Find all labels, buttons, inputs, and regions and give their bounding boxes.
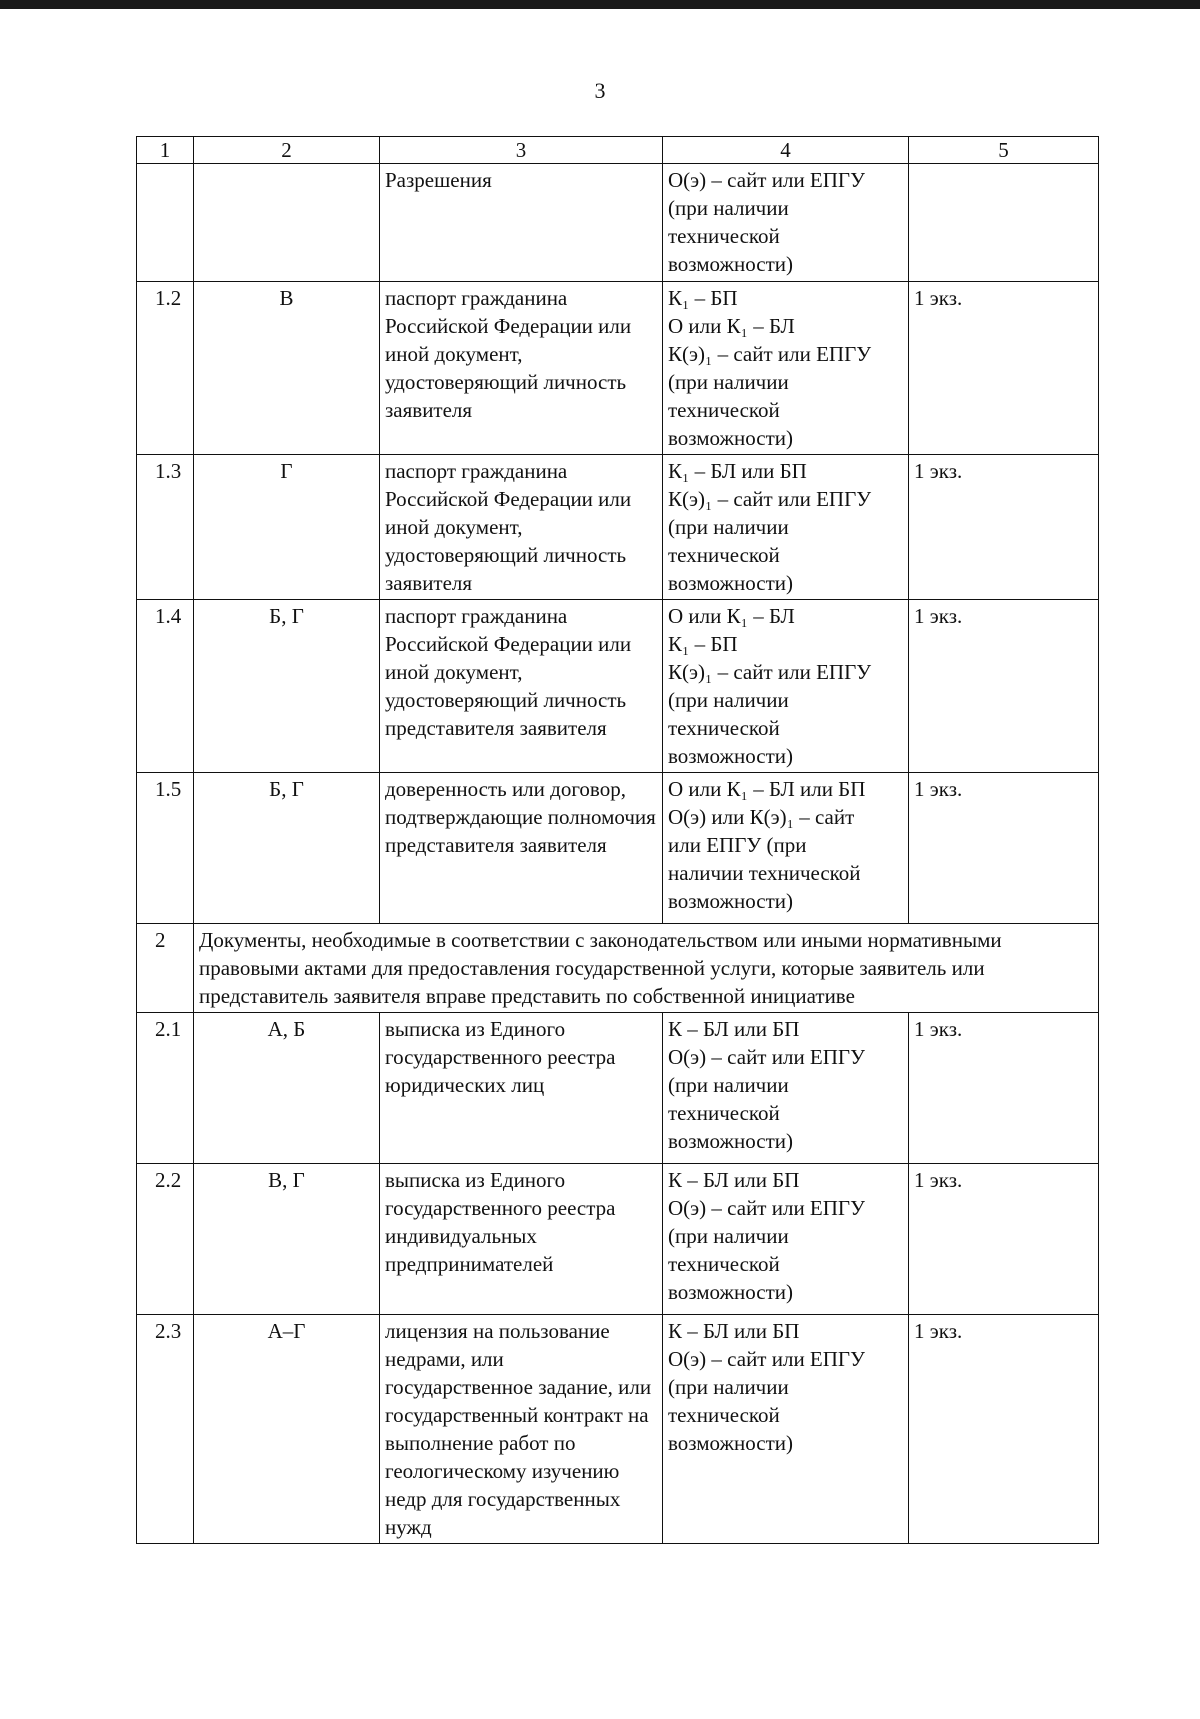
table-row (137, 164, 1099, 282)
table-row (137, 282, 1099, 455)
column-header: 4 (663, 137, 909, 164)
form-line: О(э) – сайт или ЕПГУ (668, 168, 865, 192)
document-name: лицензия на пользование недрами, или государственное задание, или государственный контракт на выполнение работ по геологическому изучению недр для государственных нужд (380, 1315, 663, 1544)
submission-form (663, 1164, 909, 1315)
documents-table (136, 136, 1099, 1544)
form-line: К(э)₁ – сайт или ЕПГУ (668, 342, 872, 366)
applicant-category (194, 164, 380, 282)
form-line: (при наличии (668, 1375, 789, 1399)
table-row (137, 1013, 1099, 1164)
scan-top-border (0, 0, 1200, 9)
row-number: 1.4 (137, 600, 194, 773)
form-line: К₁ – БП (668, 632, 738, 656)
submission-form (663, 600, 909, 773)
document-name: паспорт гражданина Российской Федерации или иной документ, удостоверяющий личность заявителя (380, 282, 663, 455)
form-line: технической (668, 1252, 780, 1276)
table-header-row (137, 137, 1099, 164)
section-number: 2 (137, 924, 194, 1013)
form-line: К₁ – БП (668, 286, 738, 310)
column-header: 5 (909, 137, 1099, 164)
applicant-category: Б, Г (194, 773, 380, 924)
row-number: 2.2 (137, 1164, 194, 1315)
column-header: 1 (137, 137, 194, 164)
form-line: возможности) (668, 1431, 794, 1455)
row-number (137, 164, 194, 282)
form-line: возможности) (668, 744, 794, 768)
copies-count: 1 экз. (909, 282, 1099, 455)
form-line: возможности) (668, 889, 794, 913)
document-name: выписка из Единого государственного реестра юридических лиц (380, 1013, 663, 1164)
form-line: К(э)₁ – сайт или ЕПГУ (668, 660, 872, 684)
form-line: О или К₁ – БЛ (668, 314, 795, 338)
form-line: О(э) – сайт или ЕПГУ (668, 1196, 865, 1220)
form-line: (при наличии (668, 196, 789, 220)
form-line: технической (668, 398, 780, 422)
document-name: паспорт гражданина Российской Федерации или иной документ, удостоверяющий личность заявителя (380, 455, 663, 600)
applicant-category: В, Г (194, 1164, 380, 1315)
form-line: О или К₁ – БЛ (668, 604, 795, 628)
document-name: выписка из Единого государственного реестра индивидуальных предпринимателей (380, 1164, 663, 1315)
form-line: технической (668, 1403, 780, 1427)
row-number: 1.3 (137, 455, 194, 600)
submission-form (663, 1013, 909, 1164)
copies-count (909, 164, 1099, 282)
form-line: К – БЛ или БП (668, 1168, 800, 1192)
form-line: (при наличии (668, 1224, 789, 1248)
form-line: возможности) (668, 426, 794, 450)
form-line: О(э) или К(э)₁ – сайт (668, 805, 855, 829)
submission-form (663, 455, 909, 600)
table-row (137, 600, 1099, 773)
table-row (137, 1315, 1099, 1544)
section-row (137, 924, 1099, 1013)
form-line: возможности) (668, 1129, 794, 1153)
applicant-category: Б, Г (194, 600, 380, 773)
submission-form (663, 1315, 909, 1544)
submission-form (663, 282, 909, 455)
copies-count: 1 экз. (909, 600, 1099, 773)
applicant-category: А–Г (194, 1315, 380, 1544)
form-line: О или К₁ – БЛ или БП (668, 777, 866, 801)
form-line: К – БЛ или БП (668, 1017, 800, 1041)
row-number: 2.3 (137, 1315, 194, 1544)
form-line: К(э)₁ – сайт или ЕПГУ (668, 487, 872, 511)
copies-count: 1 экз. (909, 773, 1099, 924)
form-line: возможности) (668, 571, 794, 595)
applicant-category: Г (194, 455, 380, 600)
submission-form (663, 773, 909, 924)
row-number: 1.2 (137, 282, 194, 455)
document-name: доверенность или договор, подтверждающие полномочия представителя заявителя (380, 773, 663, 924)
form-line: наличии технической (668, 861, 861, 885)
form-line: О(э) – сайт или ЕПГУ (668, 1347, 865, 1371)
row-number: 2.1 (137, 1013, 194, 1164)
document-name: паспорт гражданина Российской Федерации или иной документ, удостоверяющий личность представителя заявителя (380, 600, 663, 773)
copies-count: 1 экз. (909, 1315, 1099, 1544)
table-row (137, 455, 1099, 600)
form-line: возможности) (668, 252, 794, 276)
page-number: 3 (594, 78, 606, 103)
applicant-category: В (194, 282, 380, 455)
form-line: технической (668, 543, 780, 567)
form-line: (при наличии (668, 515, 789, 539)
applicant-category: А, Б (194, 1013, 380, 1164)
section-heading: Документы, необходимые в соответствии с законодательством или иными нормативными правовыми актами для предоставления государственной услуги, которые заявитель или представитель заявителя вправе представить по собственной инициативе (194, 924, 1099, 1013)
copies-count: 1 экз. (909, 1013, 1099, 1164)
form-line: К₁ – БЛ или БП (668, 459, 807, 483)
table-row (137, 1164, 1099, 1315)
submission-form (663, 164, 909, 282)
form-line: технической (668, 716, 780, 740)
row-number: 1.5 (137, 773, 194, 924)
form-line: О(э) – сайт или ЕПГУ (668, 1045, 865, 1069)
form-line: технической (668, 1101, 780, 1125)
table-row (137, 773, 1099, 924)
form-line: (при наличии (668, 1073, 789, 1097)
column-header: 2 (194, 137, 380, 164)
form-line: К – БЛ или БП (668, 1319, 800, 1343)
form-line: технической (668, 224, 780, 248)
column-header: 3 (380, 137, 663, 164)
copies-count: 1 экз. (909, 1164, 1099, 1315)
form-line: (при наличии (668, 688, 789, 712)
form-line: или ЕПГУ (при (668, 833, 807, 857)
copies-count: 1 экз. (909, 455, 1099, 600)
form-line: (при наличии (668, 370, 789, 394)
document-name: Разрешения (380, 164, 663, 282)
form-line: возможности) (668, 1280, 794, 1304)
